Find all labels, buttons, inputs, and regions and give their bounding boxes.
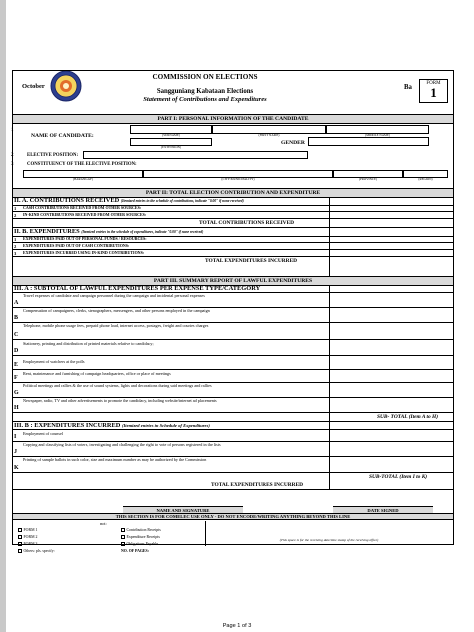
- row-letter: B: [14, 315, 19, 322]
- others-checkbox[interactable]: [18, 548, 55, 555]
- row-text: Rent, maintenance and furnishing of campaign headquarters, office or place of meetings: [23, 371, 171, 376]
- exp-row-1: [13, 236, 453, 243]
- stamp-note: (This space is for the receiving date/time stamp of the receiving office): [279, 538, 379, 542]
- row-letter: E: [14, 362, 19, 369]
- candidate-name-label: NAME OF CANDIDATE:: [31, 133, 94, 139]
- row-letter: C: [14, 332, 19, 339]
- surname-caption: (SURNAME): [162, 133, 180, 137]
- lawful-row-d: [13, 340, 453, 356]
- exp-row-text: EXPENDITURES PAID OUT OF PERSONAL FUNDS / RESOURCES:: [23, 236, 147, 241]
- row-letter: K: [14, 465, 19, 472]
- lawful-row-j: [13, 442, 453, 457]
- lawful-row-k: [13, 457, 453, 473]
- region-caption: (REGION): [418, 177, 433, 181]
- row-letter: D: [14, 348, 19, 355]
- lawful-row-f: [13, 370, 453, 383]
- gender-label: GENDER: [281, 140, 305, 146]
- lawful-row-i: [13, 430, 453, 442]
- checkbox-label: FORM 1: [23, 528, 38, 532]
- form2-checkbox[interactable]: [18, 534, 55, 541]
- contribution-receipts-checkbox[interactable]: [121, 527, 161, 534]
- stamp-divider: [205, 521, 206, 546]
- contrib-row-1: [13, 205, 453, 212]
- row-text: Copying and classifying lists of voters, investigating and challenging the right to vote of persons registered in the lists: [23, 441, 221, 447]
- checkbox-label: Contribution Receipts: [126, 528, 161, 532]
- value-column-line: [329, 197, 330, 277]
- lawful-row-a: [13, 293, 453, 308]
- divider: [13, 489, 453, 490]
- part3-title: PART III. SUMMARY REPORT OF LAWFUL EXPENDITURES: [13, 276, 453, 286]
- checkbox-label: Expenditure Receipts: [126, 535, 160, 539]
- checkbox-label: Others: pls. specify:: [23, 549, 55, 553]
- obligations-payable-checkbox[interactable]: [121, 541, 161, 548]
- pages-label: NO. OF PAGES:: [121, 549, 149, 553]
- expenditures-title: II. B. EXPENDITURES: [14, 228, 80, 235]
- contrib-row-2: [13, 212, 453, 219]
- form-number: 1: [430, 85, 437, 100]
- exp-row-text: EXPENDITURES PAID OUT OF CASH CONTRIBUTIONS:: [23, 243, 130, 248]
- row-letter: G: [14, 390, 19, 397]
- contributions-note: (Itemized entries in the schedule of contributions, indicate "0.00" if none received): [120, 199, 244, 203]
- form3-checkbox[interactable]: [18, 541, 55, 548]
- exp-row-2: [13, 243, 453, 250]
- expenditures-note: (Itemized entries in the schedule of expenditures, indicate "0.00" if none received): [81, 230, 204, 234]
- contributions-title: II. A. CONTRIBUTIONS RECEIVED: [14, 197, 120, 204]
- row-text: Travel expenses of candidate and campaign personnel during the campaign and incidental personal expenses: [23, 292, 205, 298]
- row-letter: J: [14, 449, 17, 456]
- middle-name-caption: (MIDDLE NAME): [365, 133, 390, 137]
- elective-position-field[interactable]: [83, 151, 308, 159]
- date-signed-label: DATE SIGNED: [333, 506, 433, 513]
- exp-row-num: 2: [14, 244, 17, 249]
- barangay-caption: (BARANGAY): [73, 177, 93, 181]
- total-contributions-label: TOTAL CONTRIBUTIONS RECEIVED: [199, 220, 295, 226]
- lawful-row-c: [13, 323, 453, 340]
- constituency-label: CONSTITUENCY OF THE ELECTIVE POSITION:: [27, 162, 137, 167]
- extension-caption: (EXTENSION): [160, 145, 181, 149]
- lawful-row-h: [13, 398, 453, 413]
- part1-num1: 1: [11, 128, 14, 133]
- contrib-row-num: 1: [14, 206, 17, 211]
- contrib-row-text: IN-KIND CONTRIBUTIONS RECEIVED FROM OTHER SOURCES:: [23, 212, 147, 217]
- comelec-notice: THIS SECTION IS FOR COMELEC USE ONLY - DO NOT ENCODE/WRITING ANYTHING BEYOND THIS LINE: [13, 514, 453, 520]
- contrib-row-text: CASH CONTRIBUTIONS RECEIVED FROM OTHER SOURCES:: [23, 205, 142, 210]
- header-month: October: [22, 83, 45, 90]
- row-text: Compensation of campaigners, clerks, stenographers, messengers, and other persons employed in the campaign: [23, 307, 210, 313]
- row-text: Newspaper, radio, TV and other advertisements to promote the candidacy, including website/internet ad placements: [23, 397, 217, 403]
- row-letter: A: [14, 300, 19, 307]
- elective-position-label: ELECTIVE POSITION:: [27, 153, 79, 158]
- form-label: FORM: [426, 81, 441, 86]
- schedule-checkbox-list: [121, 527, 161, 555]
- header-statement: Statement of Contributions and Expenditures: [143, 96, 267, 103]
- form1-checkbox[interactable]: [18, 527, 55, 534]
- row-text: Stationery, printing and distribution of printed materials relative to candidacy;: [23, 341, 154, 346]
- row-text: Telephone, mobile phone usage fees, prepaid phone load, internet access, postages, freight and couries charges: [23, 322, 209, 328]
- exp-row-text: EXPENDITURES INCURRED USING IN-KIND CONTRIBUTIONS:: [23, 250, 145, 255]
- expenditure-receipts-checkbox[interactable]: [121, 534, 161, 541]
- lawful-row-e: [13, 356, 453, 370]
- header-election: Sangguniang Kabataan Elections: [156, 88, 254, 95]
- page-left-edge: [0, 0, 6, 632]
- exp-row-num: 1: [14, 237, 17, 242]
- page-number: Page 1 of 3: [222, 623, 252, 629]
- exp-row-num: 3: [14, 251, 17, 256]
- row-letter: H: [14, 405, 19, 412]
- row-letter: I: [14, 434, 17, 441]
- checkbox-label: Obligations Payable: [126, 542, 158, 546]
- exp-row-3: [13, 250, 453, 257]
- part3-b-note: (Itemized entries in Schedule of Expenditures): [121, 423, 210, 428]
- lawful-row-g: [13, 383, 453, 398]
- part3-b-section-title: [13, 422, 453, 430]
- row-text: Employment of watchers at the polls: [23, 359, 85, 364]
- province-caption: (PROVINCE): [358, 177, 378, 181]
- row-text: Employment of counsel: [23, 431, 64, 436]
- row-text: Printing of sample ballots in such color, size and maximum number as may be authorized by the Commission: [23, 456, 207, 462]
- contrib-row-num: 2: [14, 213, 17, 218]
- checkbox-label: FORM 3: [23, 542, 38, 546]
- part3-a-title: III. A : SUBTOTAL OF LAWFUL EXPENDITURES PER EXPENSE TYPE/CATEGORY: [13, 285, 453, 293]
- signature-label: NAME AND SIGNATURE: [123, 506, 243, 513]
- form-body: [11, 70, 454, 553]
- header-title: COMMISSION ON ELECTIONS: [152, 73, 258, 81]
- gender-field[interactable]: [308, 137, 429, 146]
- part2-title: PART II: TOTAL ELECTION CONTRIBUTION AND EXPENDITURE: [13, 188, 453, 198]
- part3-b-title: III. B : EXPENDITURES INCURRED: [14, 422, 121, 429]
- part3-total-label: TOTAL EXPENDITURES INCURRED: [211, 482, 304, 488]
- part1-num3: 3: [11, 162, 14, 167]
- first-name-caption: (FIRST NAME): [258, 133, 280, 137]
- row-text: Political meetings and rallies & the use of sound systems, lights and decorations during said meetings and rallies: [23, 382, 212, 388]
- total-expenditures-label: TOTAL EXPENDITURES INCURRED: [205, 258, 298, 264]
- lawful-row-b: [13, 308, 453, 323]
- form-checkbox-list: [18, 527, 55, 555]
- row-letter: F: [14, 375, 18, 382]
- subtotal-b-label: SUB-TOTAL (Item I to K): [369, 474, 428, 480]
- part1-title: PART I: PERSONAL INFORMATION OF THE CANDIDATE: [13, 114, 453, 124]
- subtotal-a-label: SUB- TOTAL (Item A to H): [377, 414, 439, 420]
- not-label: not:: [100, 521, 107, 526]
- part1-num2: 2: [11, 153, 14, 158]
- header-right-label: Ba: [404, 84, 412, 91]
- city-caption: (CITY/MUNICIPALITY): [221, 177, 255, 181]
- value-column-line: [329, 285, 330, 489]
- checkbox-label: FORM 2: [23, 535, 38, 539]
